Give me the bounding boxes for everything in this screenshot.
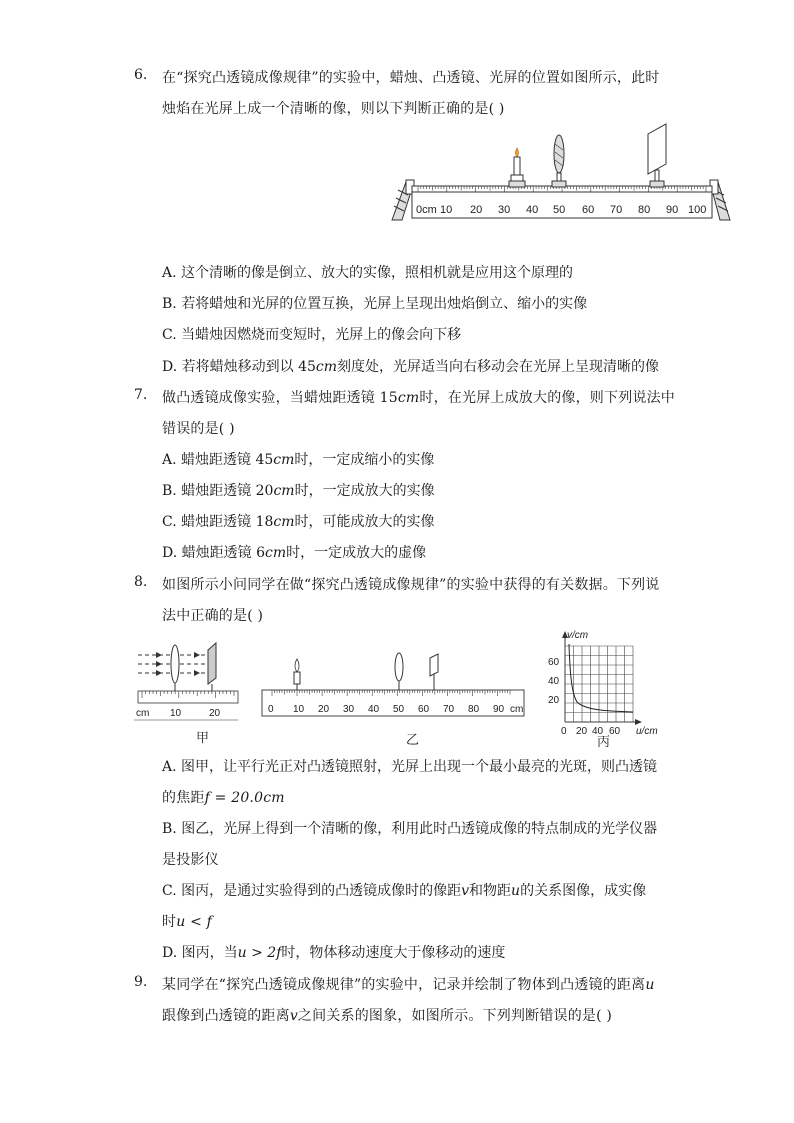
q8-option-c[interactable]	[162, 880, 646, 900]
q6-stem-line1: 在“探究凸透镜成像规律”的实验中，蜡烛、凸透镜、光屏的位置如图所示，此时	[162, 70, 660, 86]
q7-number: 7.	[134, 387, 148, 403]
yi-label-30: 30	[343, 704, 355, 715]
q7-option-c-unit: cm	[273, 514, 295, 530]
q6-option-c[interactable]: C. 当蜡烛因燃烧而变短时，光屏上的像会向下移	[162, 327, 462, 343]
q7-option-d-unit: cm	[264, 545, 287, 561]
q8-option-a-line2[interactable]	[162, 787, 285, 807]
q8-option-c-math: u < f	[176, 914, 213, 930]
yi-label-0: 0	[268, 704, 274, 715]
bing-curve	[569, 644, 633, 712]
q7-option-c-pre: C. 蜡烛距透镜 18	[162, 514, 274, 530]
q8-number: 8.	[134, 574, 148, 590]
q6-number: 6.	[134, 67, 148, 83]
q8-option-d-post: 时，物体移动速度大于像移动的速度	[281, 945, 506, 961]
q6-option-d-unit: cm	[315, 359, 338, 375]
q7-option-c-post: 时，可能成放大的实像	[294, 514, 435, 530]
q7-option-a-unit: cm	[273, 452, 295, 468]
bench-label-20: 20	[470, 204, 483, 216]
q8-stem-line2: 法中正确的是( )	[162, 608, 264, 624]
bench-label-80: 80	[638, 204, 651, 216]
q8-option-d-pre: D. 图丙，当	[162, 945, 238, 961]
q7-option-a-post: 时，一定成缩小的实像	[294, 452, 435, 468]
q7-option-b-pre: B. 蜡烛距透镜 20	[162, 483, 274, 499]
q8-option-c-l2-pre: 时	[162, 914, 177, 930]
jia-lens	[171, 645, 179, 683]
bing-caption: 丙	[597, 734, 611, 748]
convex-lens	[552, 135, 566, 187]
q8-option-a-math: f = 20.0cm	[204, 790, 285, 806]
q8-option-c-mid: 和物距	[469, 883, 512, 899]
yi-screen	[430, 654, 438, 676]
q8-option-c-v: v	[461, 883, 470, 899]
bing-yticks	[548, 657, 560, 706]
bench-label-10: 10	[440, 204, 453, 216]
q8-option-c-line2[interactable]	[162, 911, 212, 931]
q7-option-b-post: 时，一定成放大的实像	[294, 483, 435, 499]
q7-stem-line1	[162, 387, 675, 407]
q7-option-b[interactable]	[162, 480, 435, 500]
q8-option-d-math: u > 2f	[237, 945, 282, 961]
q8-option-a[interactable]: A. 图甲，让平行光正对凸透镜照射，光屏上出现一个最小最亮的光斑，则凸透镜	[162, 759, 658, 775]
bing-xtick-40: 40	[592, 726, 604, 737]
bench-label-40: 40	[526, 204, 539, 216]
bing-ylabel: v/cm	[567, 630, 589, 641]
q7-option-a-pre: A. 蜡烛距透镜 45	[162, 452, 274, 468]
q6-option-d-pre: D. 若将蜡烛移动到以 45	[162, 359, 316, 375]
q9-stem-line1	[162, 974, 655, 994]
bench-label-60: 60	[582, 204, 595, 216]
q8-option-b[interactable]: B. 图乙，光屏上得到一个清晰的像，利用此时凸透镜成像的特点制成的光学仪器	[162, 821, 658, 837]
bing-xlabel: u/cm	[636, 726, 658, 737]
q7-stem-pre: 做凸透镜成像实验，当蜡烛距透镜 15	[162, 390, 398, 406]
q6-option-a[interactable]: A. 这个清晰的像是倒立、放大的实像，照相机就是应用这个原理的	[162, 265, 574, 281]
q8-figure-jia	[134, 638, 242, 748]
q7-option-d-post: 时，一定成放大的虚像	[286, 545, 427, 561]
bing-xtick-60: 60	[609, 726, 621, 737]
q7-stem-unit: cm	[397, 390, 420, 406]
q8-option-c-pre: C. 图丙，是通过实验得到的凸透镜成像时的像距	[162, 883, 462, 899]
bench-label-70: 70	[610, 204, 623, 216]
yi-label-90: 90	[493, 704, 505, 715]
yi-label-70: 70	[443, 704, 455, 715]
q9-stem-l2-pre: 跟像到凸透镜的距离	[162, 1008, 290, 1024]
yi-label-20: 20	[318, 704, 330, 715]
q9-stem-line2	[162, 1005, 612, 1025]
yi-label-10: 10	[293, 704, 305, 715]
q8-option-d[interactable]	[162, 942, 505, 962]
bench-label-90: 90	[666, 204, 679, 216]
q8-option-c-u: u	[511, 883, 521, 899]
light-screen	[648, 124, 666, 187]
jia-caption: 甲	[196, 730, 210, 745]
q8-figure-yi	[258, 648, 528, 750]
q8-stem-line1: 如图所示小问同学在做“探究凸透镜成像规律”的实验中获得的有关数据。下列说	[162, 577, 660, 593]
bing-xtick-20: 20	[576, 726, 588, 737]
yi-label-60: 60	[418, 704, 430, 715]
q6-stem-line2: 烛焰在光屏上成一个清晰的像，则以下判断正确的是( )	[162, 101, 505, 117]
q8-figure-bing	[545, 626, 663, 748]
q7-option-a[interactable]	[162, 449, 434, 469]
q7-stem-line2: 错误的是( )	[162, 421, 235, 437]
q6-optical-bench-figure	[388, 120, 733, 225]
jia-unit: cm	[136, 708, 150, 719]
yi-label-50: 50	[393, 704, 405, 715]
yi-label-80: 80	[468, 704, 480, 715]
bench-label-100: 100	[688, 204, 707, 216]
q7-option-b-unit: cm	[273, 483, 295, 499]
q6-option-d[interactable]	[162, 356, 659, 376]
yi-caption: 乙	[406, 732, 420, 747]
q8-option-c-post: 的关系图像，成实像	[520, 883, 647, 899]
q9-stem-u: u	[645, 977, 655, 993]
yi-unit: cm	[510, 704, 524, 715]
yi-lens	[395, 653, 403, 681]
bench-label-0: 0cm	[416, 204, 437, 216]
jia-tick-10: 10	[170, 708, 182, 719]
q6-option-b[interactable]: B. 若将蜡烛和光屏的位置互换，光屏上呈现出烛焰倒立、缩小的实像	[162, 296, 588, 312]
bench-label-50: 50	[553, 204, 566, 216]
yi-label-40: 40	[368, 704, 380, 715]
jia-tick-20: 20	[209, 708, 221, 719]
bench-label-30: 30	[498, 204, 511, 216]
q6-option-d-post: 刻度处，光屏适当向右移动会在光屏上呈现清晰的像	[337, 359, 660, 375]
bing-xticks	[561, 726, 621, 737]
q7-option-d[interactable]	[162, 542, 426, 562]
q7-option-d-pre: D. 蜡烛距透镜 6	[162, 545, 265, 561]
q8-option-a-l2-pre: 的焦距	[162, 790, 205, 806]
q9-stem-v: v	[289, 1008, 298, 1024]
bing-ytick-40: 40	[548, 676, 560, 687]
yi-candle	[294, 659, 300, 690]
bing-ytick-60: 60	[548, 657, 560, 668]
q7-stem-post: 时，在光屏上成放大的像，则下列说法中	[419, 390, 676, 406]
q9-number: 9.	[134, 974, 148, 990]
q7-option-c[interactable]	[162, 511, 435, 531]
bing-xtick-0: 0	[561, 726, 567, 737]
q9-stem-pre: 某同学在“探究凸透镜成像规律”的实验中，记录并绘制了物体到凸透镜的距离	[162, 977, 646, 993]
candle	[509, 148, 525, 187]
q8-option-b-line2[interactable]: 是投影仪	[162, 852, 219, 868]
q9-stem-l2-post: 之间关系的图象，如图所示。下列判断错误的是( )	[297, 1008, 613, 1024]
jia-screen	[208, 643, 216, 684]
bing-ytick-20: 20	[548, 695, 560, 706]
bing-grid	[565, 646, 633, 722]
